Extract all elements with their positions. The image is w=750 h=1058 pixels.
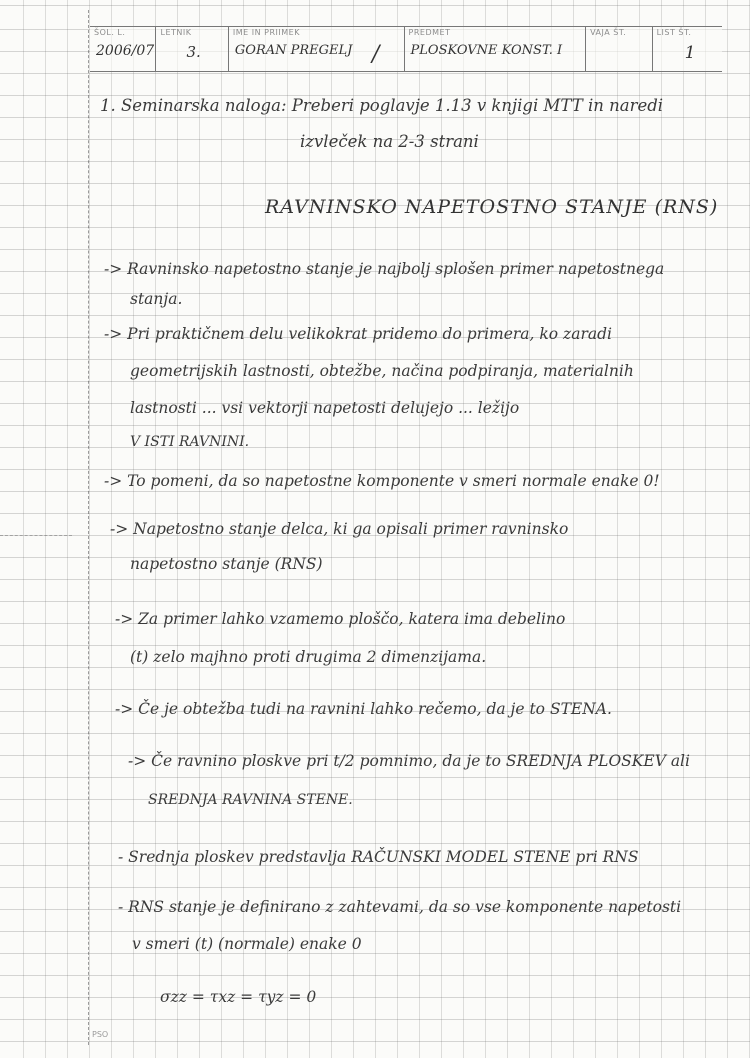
- margin-line: [88, 10, 90, 1045]
- header-label-grade: LETNIK: [160, 28, 192, 37]
- formula: σzz = τxz = τyz = 0: [160, 988, 317, 1006]
- header-cell-subject: [405, 27, 587, 71]
- header-value-year: 2006/07: [96, 43, 155, 59]
- header-label-subject: PREDMET: [408, 28, 451, 37]
- note-line: -> Če ravnino ploskve pri t/2 pomnimo, da je to SREDNJA PLOSKEV ali: [128, 752, 690, 770]
- note-line: -> Ravninsko napetostno stanje je najbolj splošen primer napetostnega: [104, 260, 665, 278]
- note-line: -> Za primer lahko vzamemo ploščo, katera ima debelino: [115, 610, 566, 628]
- note-line: - Srednja ploskev predstavlja RAČUNSKI MODEL STENE pri RNS: [118, 848, 639, 866]
- header-label-name: IME IN PRIIMEK: [232, 28, 300, 37]
- header-table: [90, 26, 722, 72]
- task-line-1: 1. Seminarska naloga: Preberi poglavje 1.13 v knjigi MTT in naredi: [100, 96, 664, 115]
- header-value-name: GORAN PREGELJ: [234, 43, 353, 58]
- note-line: v smeri (t) (normale) enake 0: [132, 935, 362, 953]
- header-label-year: ŠOL. L.: [94, 28, 126, 37]
- task-line-2: izvleček na 2-3 strani: [300, 132, 479, 151]
- page-title: RAVNINSKO NAPETOSTNO STANJE (RNS): [265, 196, 719, 218]
- note-line: geometrijskih lastnosti, obtežbe, načina podpiranja, materialnih: [130, 362, 634, 380]
- header-cell-grade: [156, 27, 228, 71]
- header-cell-year: [90, 27, 156, 71]
- note-line: - RNS stanje je definirano z zahtevami, da so vse komponente napetosti: [118, 898, 682, 916]
- page-fold-mark: [0, 535, 72, 537]
- header-value-grade: 3.: [186, 43, 201, 61]
- header-cell-sheet: [653, 27, 722, 71]
- note-line: -> Če je obtežba tudi na ravnini lahko rečemo, da je to STENA.: [115, 700, 612, 718]
- header-label-sheet: LIST ŠT.: [656, 28, 692, 37]
- header-value-sheet: 1: [684, 43, 696, 63]
- note-line: (t) zelo majhno proti drugima 2 dimenzijama.: [130, 648, 487, 666]
- note-line: V ISTI RAVNINI.: [130, 434, 250, 450]
- note-line: -> Napetostno stanje delca, ki ga opisali primer ravninsko: [110, 520, 569, 538]
- header-cell-exercise: [586, 27, 652, 71]
- header-separator: /: [372, 42, 380, 67]
- note-line: stanja.: [130, 290, 183, 308]
- footer-label: PSO: [92, 1030, 109, 1039]
- note-line: -> To pomeni, da so napetostne komponente v smeri normale enake 0!: [104, 472, 660, 490]
- note-line: SREDNJA RAVNINA STENE.: [148, 792, 353, 808]
- note-line: lastnosti ... vsi vektorji napetosti delujejo ... ležijo: [130, 399, 520, 417]
- note-line: -> Pri praktičnem delu velikokrat pridemo do primera, ko zaradi: [104, 325, 612, 343]
- header-label-exercise: VAJA ŠT.: [590, 28, 627, 37]
- note-line: napetostno stanje (RNS): [130, 555, 323, 573]
- header-value-subject: PLOSKOVNE KONST. I: [410, 43, 563, 58]
